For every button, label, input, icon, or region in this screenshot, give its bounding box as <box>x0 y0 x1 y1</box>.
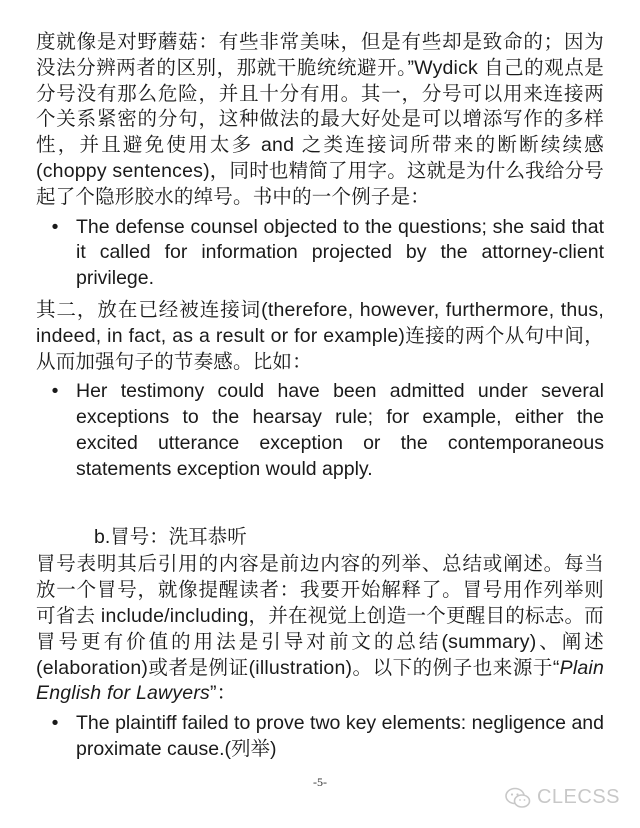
bullet-icon: • <box>51 712 59 735</box>
book-title: Plain English for Lawyers <box>36 656 604 705</box>
example-list-2 <box>36 379 604 482</box>
colon-intro-end: ”： <box>209 682 237 705</box>
section-spacer <box>36 489 604 525</box>
paragraph-colon-intro <box>36 552 604 707</box>
example-sentence: Her testimony could have been admitted under several exceptions to the hearsay rule; for example, either the excited utterance exception or the contemporaneous statements exception would apply. <box>76 380 604 480</box>
paragraph-semicolon-second-use: 其二，放在已经被连接词(therefore, however, furthermore, thus, indeed, in fact, as a result or for example)连接的两个从句中间，从而加强句子的节奏感。比如： <box>36 298 604 373</box>
wechat-icon <box>505 787 531 809</box>
list-item <box>36 711 604 763</box>
example-list-1 <box>36 215 604 292</box>
colon-intro-text: 冒号表明其后引用的内容是前边内容的列举、总结或阐述。每当放一个冒号，就像提醒读者：我要开始解释了。冒号用作列举则可省去 include/including，并在视觉上创造一个更醒目的标志。而冒号更有价值的用法是引导对前文的总结(summary)、阐述(elaboration)或者是例证(illustration)。以下的例子也来源于“ <box>36 553 604 679</box>
bullet-icon: • <box>51 380 59 403</box>
watermark-text: CLECSS <box>536 786 620 808</box>
example-sentence: The defense counsel objected to the questions; she said that it called for information projected by the attorney-client privilege. <box>76 215 604 290</box>
paragraph-semicolon-intro: 度就像是对野蘑菇：有些非常美味，但是有些却是致命的；因为没法分辨两者的区别，那就干脆统统避开。”Wydick 自己的观点是分号没有那么危险，并且十分有用。其一，分号可以用来连接两个关系紧密的分句，这种做法的最大好处是可以增添写作的多样性，并且避免使用太多 and 之类连接词所带来的断断续续感(choppy sentences)，同时也精简了用字。这就是为什么我给分号起了个隐形胶水的绰号。书中的一个例子是： <box>36 31 604 208</box>
document-page <box>36 30 604 769</box>
list-item <box>36 215 604 292</box>
bullet-icon: • <box>51 215 59 238</box>
page-number: -5- <box>313 775 327 789</box>
section-heading: b.冒号：洗耳恭听 <box>94 525 247 548</box>
example-sentence: The plaintiff failed to prove two key elements: negligence and proximate cause.(列举) <box>76 712 604 760</box>
example-list-3 <box>36 711 604 763</box>
list-item <box>36 379 604 482</box>
watermark <box>505 786 620 809</box>
